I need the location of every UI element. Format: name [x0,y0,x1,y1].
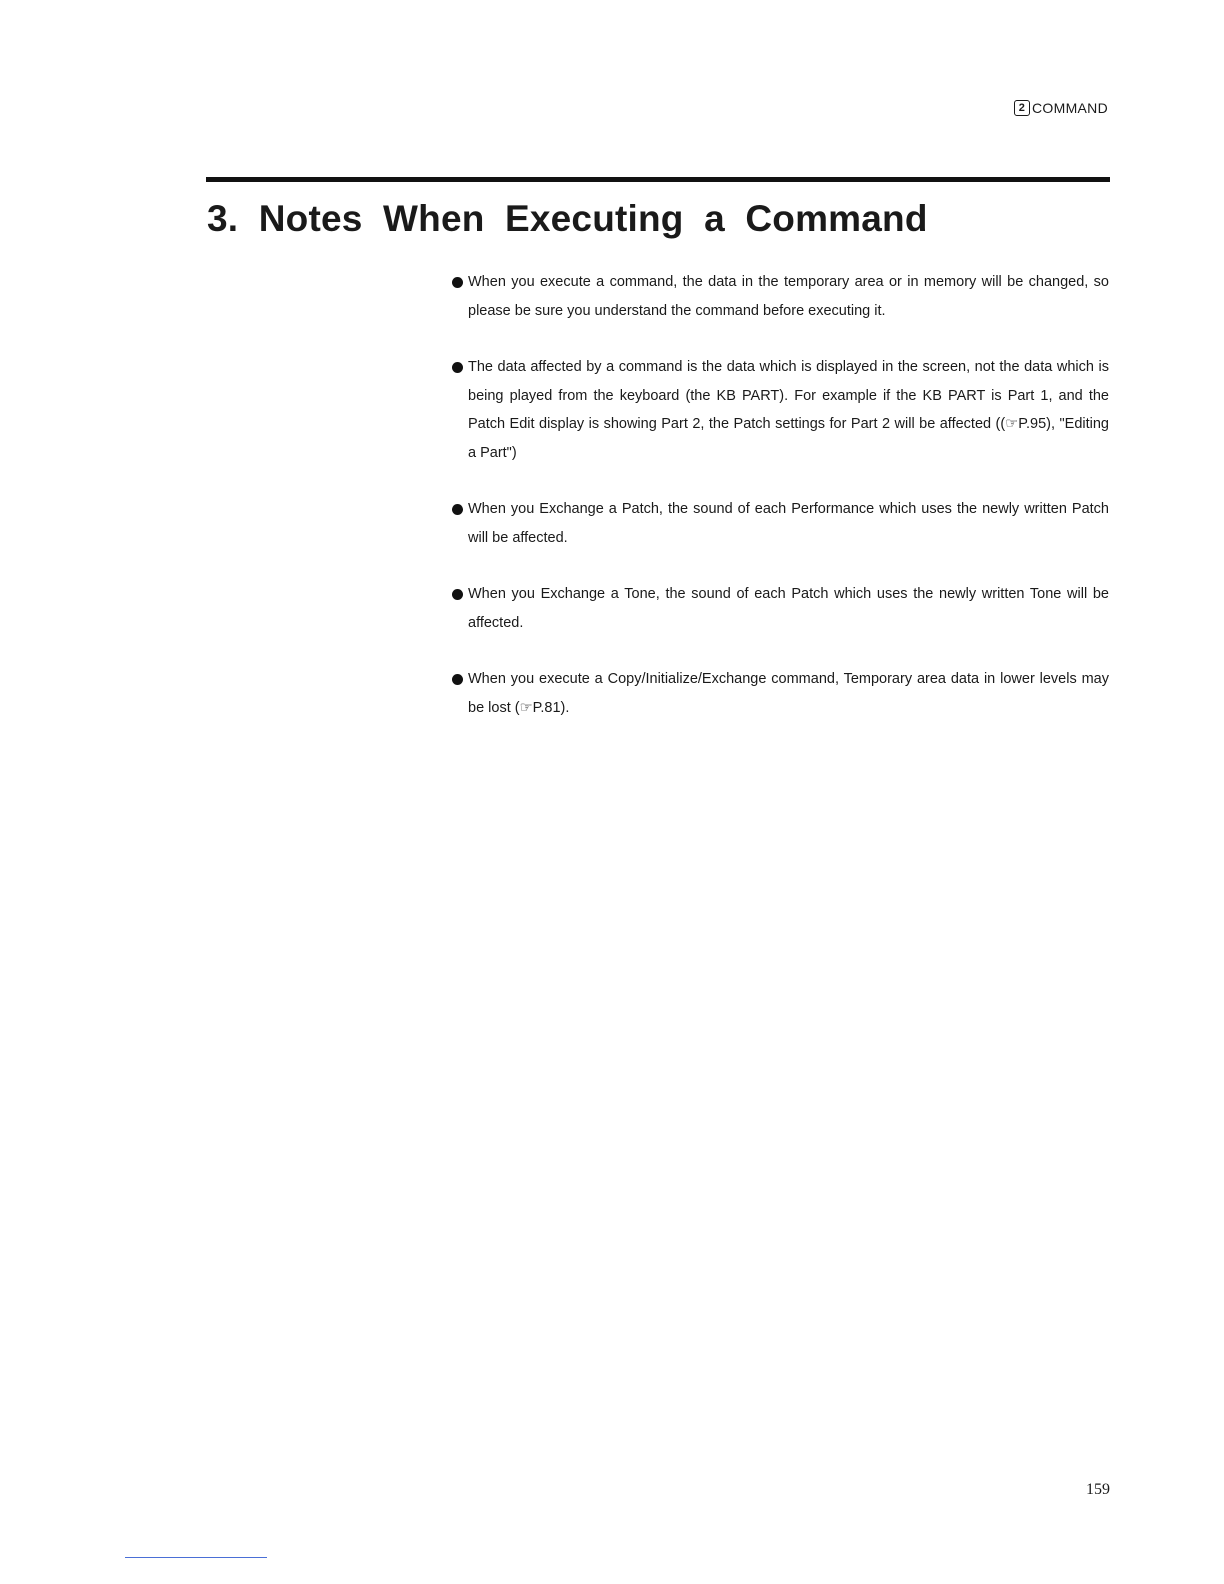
section-number-badge: 2 [1014,100,1030,116]
bullet-icon [452,504,463,515]
note-item [452,580,1109,637]
note-item [452,353,1109,467]
note-text: When you Exchange a Tone, the sound of each Patch which uses the newly written Tone will be affected. [468,586,1109,631]
section-header-label: COMMAND [1032,100,1108,116]
bullet-icon [452,589,463,600]
bullet-icon [452,277,463,288]
notes-list [452,268,1109,750]
note-item [452,268,1109,325]
bullet-icon [452,362,463,373]
note-text: When you execute a command, the data in the temporary area or in memory will be changed, so please be sure you understand the command before executing it. [468,274,1109,319]
bullet-icon [452,674,463,685]
note-text: When you Exchange a Patch, the sound of each Performance which uses the newly written Patch will be affected. [468,501,1109,546]
page-number: 159 [1086,1481,1110,1498]
section-header [1014,100,1108,116]
note-item [452,495,1109,552]
footer-link-underline [125,1557,267,1558]
note-text: The data affected by a command is the data which is displayed in the screen, not the data which is being played from the keyboard (the KB PART). For example if the KB PART is Part 1, and the Patch Edit display is showing Part 2, the Patch settings for Part 2 will be affected ((☞P.95), "Editing a Part") [468,359,1109,461]
page-title: 3. Notes When Executing a Command [207,198,928,239]
note-text: When you execute a Copy/Initialize/Exchange command, Temporary area data in lower levels may be lost (☞P.81). [468,671,1109,716]
header-rule [206,177,1110,182]
note-item [452,665,1109,722]
